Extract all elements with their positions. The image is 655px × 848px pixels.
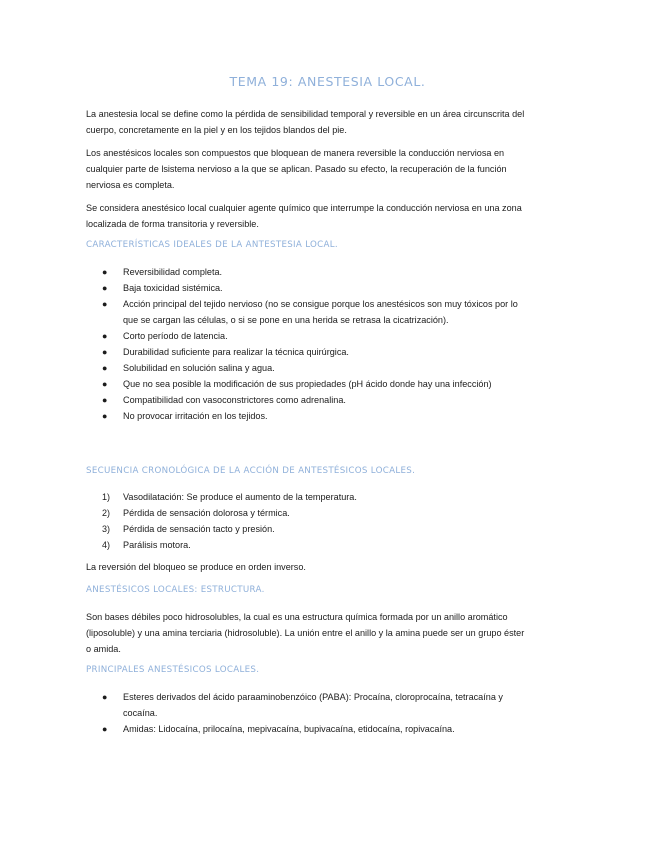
- principales-list: [86, 689, 526, 737]
- bullet-icon: ●: [102, 411, 108, 421]
- caracteristicas-list: [86, 264, 526, 424]
- list-item: ● Esteres derivados del ácido paraaminobenzóico (PABA): Procaína, cloroprocaína, tetracaína y cocaína.: [86, 689, 526, 721]
- list-item: 3) Pérdida de sensación tacto y presión.: [102, 524, 275, 534]
- list-item: 4) Parálisis motora.: [102, 540, 191, 550]
- list-item: ● Que no sea posible la modificación de sus propiedades (pH ácido donde hay una infección): [86, 376, 526, 392]
- list-item: ● Corto período de latencia.: [86, 328, 526, 344]
- list-item: ● Compatibilidad con vasoconstrictores como adrenalina.: [86, 392, 526, 408]
- list-item: ● Acción principal del tejido nervioso (no se consigue porque los anestésicos son muy tóxicos por lo que se cargan las células, o si se pone en una herida se retrasa la cicatrización).: [86, 296, 526, 328]
- bullet-icon: ●: [102, 267, 108, 277]
- section-heading-secuencia: SECUENCIA CRONOLÓGICA DE LA ACCIÓN DE ANTESTÉSICOS LOCALES.: [86, 466, 416, 476]
- intro-paragraph-3: Se considera anestésico local cualquier agente químico que interrumpe la conducción nerviosa en una zona localizada de forma transitoria y reversible.: [86, 203, 522, 229]
- list-item: ● Baja toxicidad sistémica.: [86, 280, 526, 296]
- page-title: TEMA 19: ANESTESIA LOCAL.: [229, 74, 426, 89]
- bullet-icon: ●: [102, 379, 108, 389]
- list-item: ● Durabilidad suficiente para realizar la técnica quirúrgica.: [86, 344, 526, 360]
- section-heading-principales: PRINCIPALES ANESTÉSICOS LOCALES.: [86, 665, 260, 675]
- estructura-paragraph: Son bases débiles poco hidrosolubles, la cual es una estructura química formada por un anillo aromático (liposoluble) y una amina terciaria (hidrosoluble). La unión entre el anillo y la amina puede ser un grupo éster o amida.: [86, 612, 525, 654]
- bullet-icon: ●: [102, 724, 108, 734]
- bullet-icon: ●: [102, 395, 108, 405]
- section-heading-estructura: ANESTÉSICOS LOCALES: ESTRUCTURA.: [86, 585, 265, 595]
- bullet-icon: ●: [102, 283, 108, 293]
- bullet-icon: ●: [102, 347, 108, 357]
- bullet-icon: ●: [102, 299, 108, 309]
- bullet-icon: ●: [102, 363, 108, 373]
- intro-paragraph-1: La anestesia local se define como la pérdida de sensibilidad temporal y reversible en un área circunscrita del cuerpo, concretamente en la piel y en los tejidos blandos del pie.: [86, 109, 525, 135]
- list-item: ● Solubilidad en solución salina y agua.: [86, 360, 526, 376]
- list-item: ● Reversibilidad completa.: [86, 264, 526, 280]
- intro-paragraph-2: Los anestésicos locales son compuestos que bloquean de manera reversible la conducción nerviosa en cualquier parte de lsistema nervioso a la que se aplican. Pasado su efecto, la recuperación de la función nerviosa es completa.: [86, 148, 507, 190]
- section-heading-caracteristicas: CARACTERÍSTICAS IDEALES DE LA ANTESTESIA LOCAL.: [86, 240, 338, 250]
- secuencia-list: [86, 489, 526, 553]
- bullet-icon: ●: [102, 331, 108, 341]
- list-item: ● No provocar irritación en los tejidos.: [86, 408, 526, 424]
- bullet-icon: ●: [102, 692, 108, 702]
- list-item: ● Amidas: Lidocaína, prilocaína, mepivacaína, bupivacaína, etidocaína, ropivacaína.: [86, 721, 526, 737]
- list-item: 1) Vasodilatación: Se produce el aumento de la temperatura.: [102, 492, 357, 502]
- list-item: 2) Pérdida de sensación dolorosa y térmica.: [102, 508, 290, 518]
- secuencia-note: La reversión del bloqueo se produce en orden inverso.: [86, 562, 306, 572]
